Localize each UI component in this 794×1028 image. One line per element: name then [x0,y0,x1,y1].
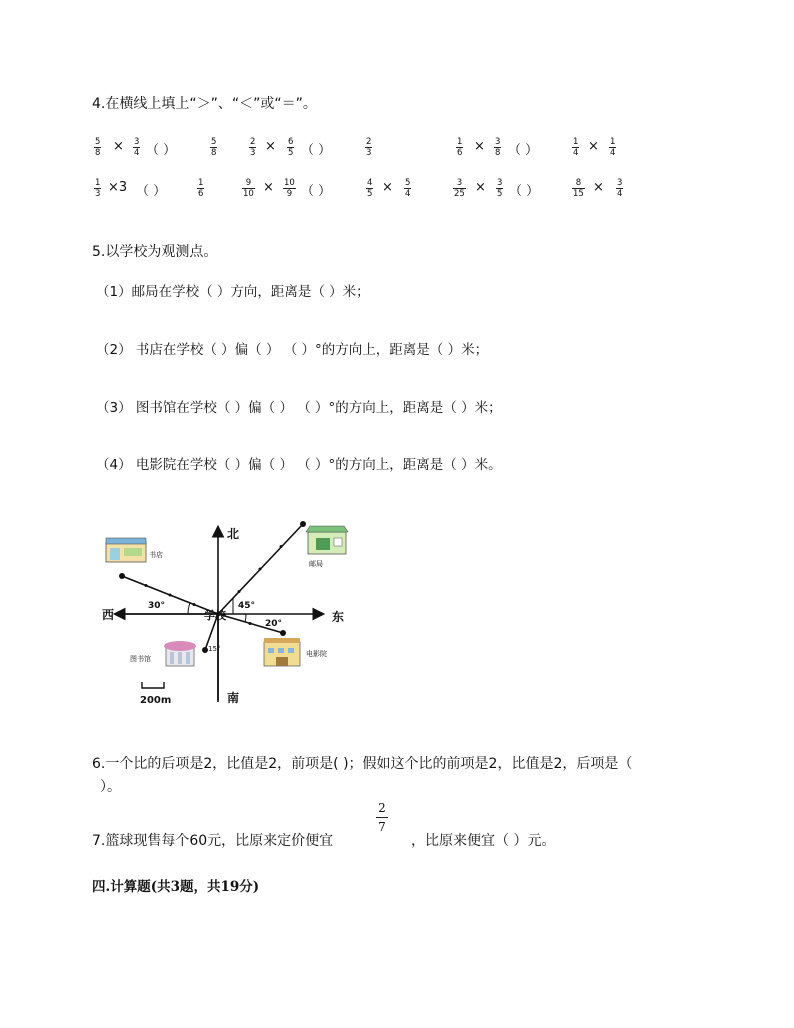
label-library: 图书馆 [130,655,151,663]
fraction: 1 6 [198,178,204,199]
fraction: 1 4 [610,137,616,158]
times-sign: × [593,180,604,195]
point-cinema [280,630,286,636]
angle-arc [245,614,246,622]
times-sign: × [382,180,393,195]
times-sign: × [113,139,124,154]
times-sign: × [475,180,486,195]
q5-item-2: （2） 书店在学校（ ）偏（ ） （ ）°的方向上，距离是（ ）米； [96,342,489,358]
label-south: 南 [227,691,240,705]
fraction: 1 3 [95,178,101,199]
point-bookstore [119,573,125,579]
direction-map [96,518,366,718]
fraction: 3 4 [617,178,623,199]
angle-library: 15° [208,645,221,653]
tick [249,622,252,625]
fraction: 5 8 [95,137,101,158]
fraction: 5 8 [211,137,217,158]
cinema-icon [264,638,300,666]
q7-fraction: 2 7 [376,801,388,834]
tick [238,590,241,593]
fraction: 1 6 [457,137,463,158]
fraction: 2 3 [250,137,256,158]
answer-blank[interactable]: （ ） [136,184,167,199]
angle-cinema: 20° [265,619,283,629]
angle-bookstore: 30° [148,601,166,611]
q5-item-3: （3） 图书馆在学校（ ）偏（ ） （ ）°的方向上，距离是（ ）米； [96,400,502,416]
label-north: 北 [227,527,240,541]
label-bookstore: 书店 [149,551,163,559]
times-sign: × [588,139,599,154]
fraction: 5 4 [405,178,411,199]
bookstore-icon [106,538,146,562]
tick [259,568,262,571]
label-school: 学校 [204,609,226,622]
q6-line-2: ）。 [100,779,121,795]
fraction: 4 5 [367,178,373,199]
fraction: 8 15 [573,178,584,199]
fraction: 6 5 [288,137,294,158]
section-heading: 四.计算题(共3题，共19分) [92,879,260,895]
angle-arc [188,603,190,614]
times-sign: × [263,180,274,195]
point-post-office [300,521,306,527]
scale-label: 200m [140,695,172,706]
times-three: ×3 [108,180,128,195]
fraction: 2 3 [366,137,372,158]
label-west: 西 [102,608,115,622]
label-east: 东 [332,610,345,624]
answer-blank[interactable]: （ ） [508,143,539,158]
post-office-icon [306,526,348,554]
q4-title: 4.在横线上填上“＞”、“＜”或“＝”。 [92,96,317,112]
times-sign: × [265,139,276,154]
fraction: 9 10 [243,178,254,199]
tick [169,594,172,597]
fraction: 3 8 [495,137,501,158]
fraction: 3 25 [454,178,465,199]
q7-text-b: ，比原来便宜（ ）元。 [411,833,556,849]
answer-blank[interactable]: （ ） [301,184,332,199]
answer-blank[interactable]: （ ） [509,184,540,199]
tick [145,584,148,587]
tick [280,545,283,548]
q7-text-a: 7.篮球现售每个60元，比原来定价便宜 [92,833,334,849]
q5-item-4: （4） 电影院在学校（ ）偏（ ） （ ）°的方向上，距离是（ ）米。 [96,457,502,473]
fraction: 1 4 [573,137,579,158]
fraction: 3 5 [497,178,503,199]
tick [193,603,196,606]
label-post-office: 邮局 [309,560,323,568]
library-icon [164,641,196,666]
q6-line-1: 6.一个比的后项是2，比值是2，前项是( )；假如这个比的前项是2，比值是2，后项是（ [92,756,633,772]
answer-blank[interactable]: （ ） [146,143,177,158]
label-cinema: 电影院 [306,650,327,658]
scale-bar [142,682,164,688]
times-sign: × [474,139,485,154]
angle-post-office: 45° [238,601,256,611]
q5-item-1: （1）邮局在学校（ ）方向，距离是（ ）米； [96,284,370,300]
fraction: 10 9 [284,178,295,199]
answer-blank[interactable]: （ ） [301,143,332,158]
fraction: 3 4 [134,137,140,158]
q5-title: 5.以学校为观测点。 [92,244,218,260]
